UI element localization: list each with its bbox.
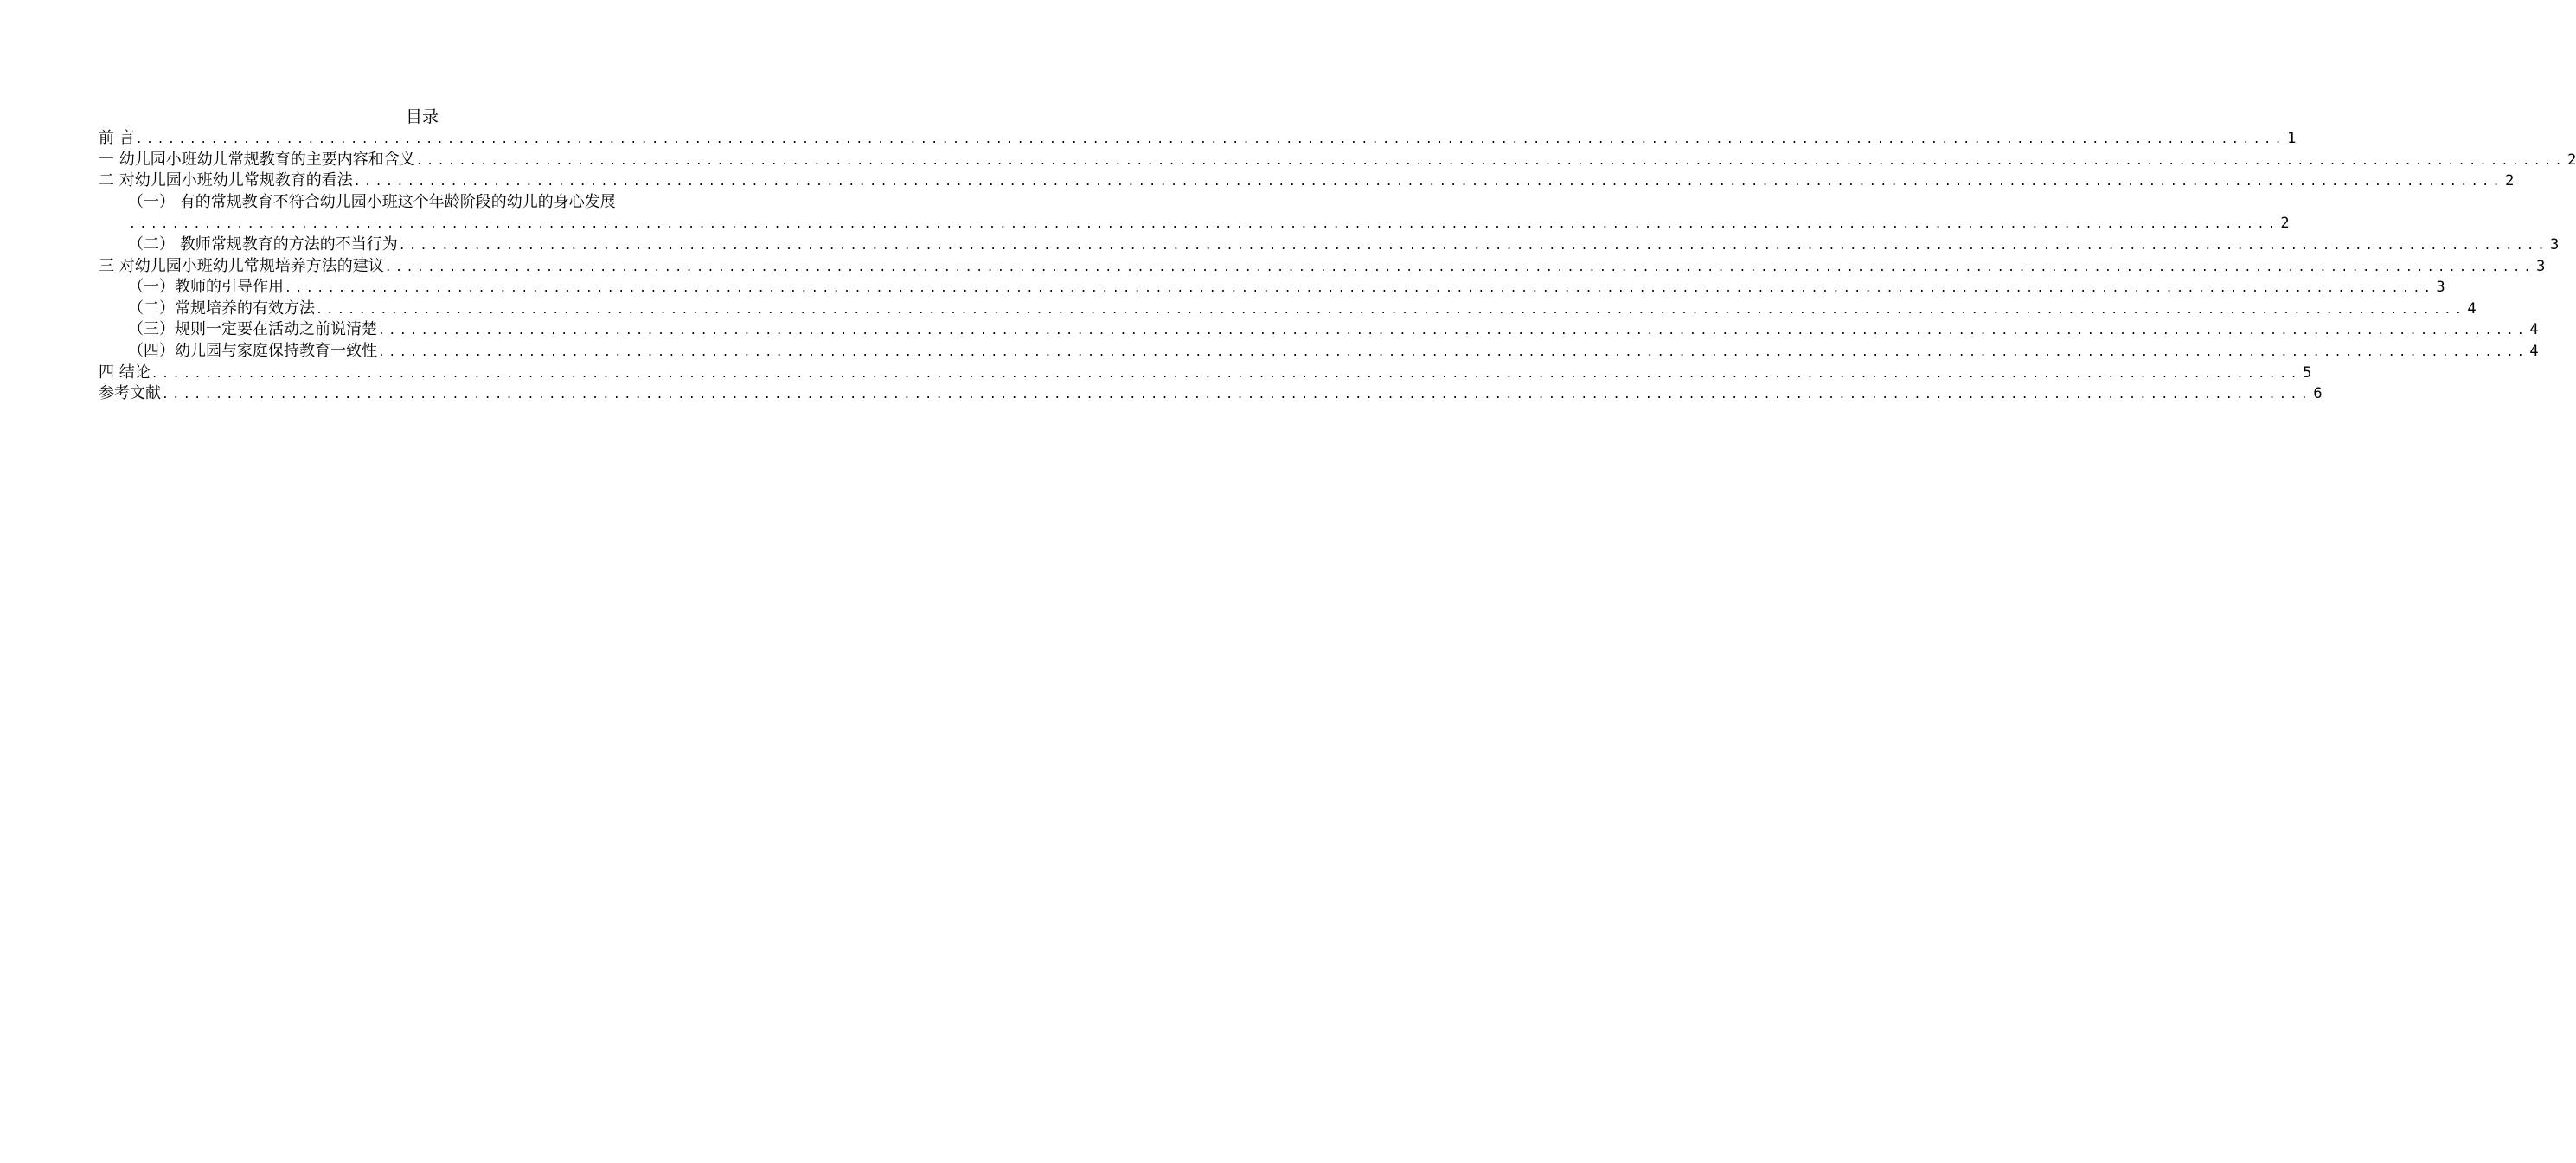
toc-page-number: 1 [2287, 130, 2297, 147]
toc-entry-label: （二）常规培养的有效方法 [128, 299, 315, 318]
toc-page-number: 4 [2529, 342, 2539, 360]
toc-entry-label: 二 对幼儿园小班幼儿常规教育的看法 [99, 171, 353, 190]
toc-page-number: 2 [2280, 215, 2290, 233]
toc-page-number: 6 [2313, 385, 2323, 403]
dot-leader: ........................................................................................................................................................................................................ [162, 389, 2312, 402]
toc-entry-label: 前 言 [99, 129, 135, 147]
toc-entry-section-3-1[interactable] [99, 277, 2445, 299]
dot-leader: ........................................................................................................................................................................................................ [135, 133, 2286, 146]
dot-leader: ........................................................................................................................................................................................................ [151, 367, 2302, 381]
toc-entry-section-1[interactable] [99, 150, 2576, 171]
toc-page-number: 4 [2467, 299, 2477, 318]
toc-entry-section-3-2[interactable] [99, 299, 2477, 320]
toc-entry-section-2-2[interactable] [99, 235, 2560, 256]
toc-page-number: 4 [2529, 321, 2539, 339]
toc-entry-preface[interactable] [99, 128, 2297, 150]
toc-page-number: 3 [2436, 279, 2445, 297]
toc-page-number: 2 [2505, 172, 2515, 190]
toc-entry-label: （三）规则一定要在活动之前说清楚 [128, 320, 377, 339]
toc-page-number: 3 [2550, 235, 2560, 254]
toc-entry-references[interactable] [99, 383, 2323, 405]
dot-leader: ........................................................................................................................................................................................................ [398, 239, 2549, 253]
dot-leader: ........................................................................................................................................................................................................ [129, 218, 2279, 232]
toc-page-number: 2 [2567, 151, 2576, 169]
dot-leader: ........................................................................................................................................................................................................ [285, 282, 2435, 296]
toc-entry-label: 三 对幼儿园小班幼儿常规培养方法的建议 [99, 256, 384, 275]
dot-leader: ........................................................................................................................................................................................................ [316, 303, 2466, 317]
toc-title: 目录 [405, 107, 439, 126]
dot-leader: ........................................................................................................................................................................................................ [353, 176, 2504, 190]
dot-leader: ........................................................................................................................................................................................................ [378, 324, 2528, 338]
toc-page-number: 3 [2536, 257, 2546, 275]
toc-entry-label: （四）幼儿园与家庭保持教育一致性 [128, 341, 377, 360]
table-of-contents [99, 128, 2576, 405]
toc-entry-label: 一 幼儿园小班幼儿常规教育的主要内容和含义 [99, 150, 415, 169]
toc-entry-section-2-1[interactable] [99, 192, 2290, 235]
toc-entry-section-4[interactable] [99, 363, 2312, 384]
toc-page-number: 5 [2303, 363, 2312, 382]
toc-entry-section-3-3[interactable] [99, 319, 2539, 341]
toc-entry-label: （二） 教师常规教育的方法的不当行为 [128, 235, 398, 254]
toc-entry-label: （一）教师的引导作用 [128, 278, 284, 297]
toc-entry-section-3[interactable] [99, 256, 2546, 278]
toc-entry-label: 参考文献 [99, 384, 161, 403]
toc-entry-section-2[interactable] [99, 170, 2515, 192]
dot-leader: ........................................................................................................................................................................................................ [384, 260, 2535, 274]
dot-leader: ........................................................................................................................................................................................................ [378, 345, 2528, 359]
toc-entry-section-3-4[interactable] [99, 341, 2539, 363]
toc-entry-label: （一） 有的常规教育不符合幼儿园小班这个年龄阶段的幼儿的身心发展 [128, 192, 616, 211]
dot-leader: ........................................................................................................................................................................................................ [415, 154, 2566, 168]
toc-entry-label: 四 结论 [99, 363, 151, 382]
